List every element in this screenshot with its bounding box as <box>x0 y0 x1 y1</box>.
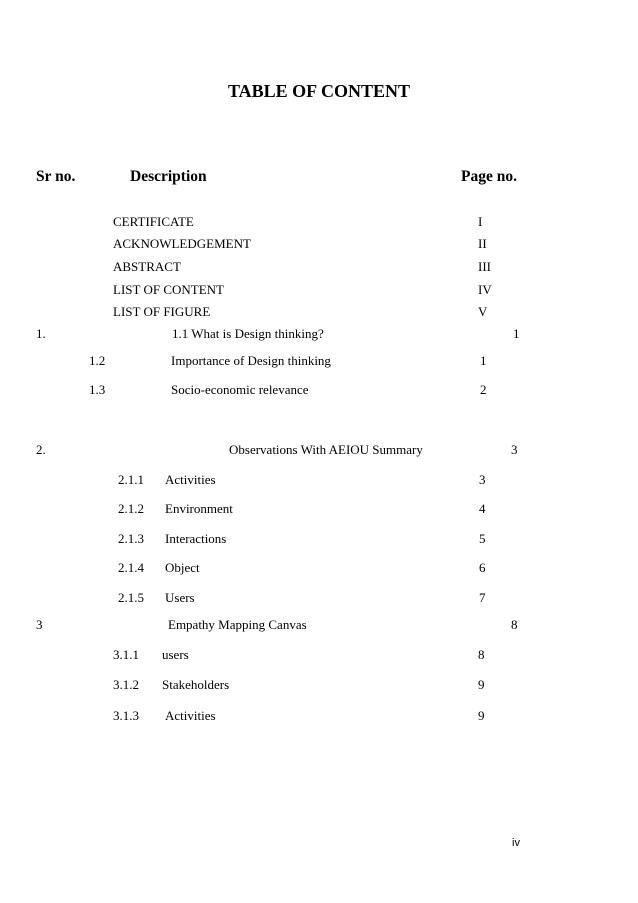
toc-num-3: 3 <box>36 617 43 632</box>
toc-page-list-of-figure: V <box>478 304 488 319</box>
toc-num-1: 1. <box>36 326 46 341</box>
toc-page-2-1-1: 3 <box>479 472 486 487</box>
header-description: Description <box>130 168 207 185</box>
toc-entry-2-1-4: Object <box>165 560 200 575</box>
toc-entry-2-1-3: Interactions <box>165 531 227 546</box>
toc-num-1-2: 1.2 <box>89 353 106 368</box>
toc-entry-3-1-2: Stakeholders <box>162 677 230 692</box>
toc-num-1-3: 1.3 <box>89 382 106 397</box>
toc-entry-1-1: 1.1 What is Design thinking? <box>172 326 324 341</box>
header-page-no: Page no. <box>461 168 517 185</box>
page-number: iv <box>512 837 520 849</box>
toc-entry-2-1-5: Users <box>165 590 195 605</box>
toc-entry-3: Empathy Mapping Canvas <box>168 617 307 632</box>
header-sr-no: Sr no. <box>36 168 76 185</box>
toc-page-certificate: I <box>478 214 483 229</box>
toc-num-3-1-2: 3.1.2 <box>113 677 139 692</box>
toc-entry-3-1-1: users <box>162 647 189 662</box>
toc-num-3-1-3: 3.1.3 <box>113 708 139 723</box>
toc-entry-certificate: CERTIFICATE <box>113 214 194 229</box>
toc-entry-acknowledgement: ACKNOWLEDGEMENT <box>113 236 251 251</box>
toc-page-abstract: III <box>478 259 491 274</box>
toc-page-3-1-2: 9 <box>478 677 485 692</box>
toc-page-3: 8 <box>511 617 518 632</box>
toc-num-2-1-1: 2.1.1 <box>118 472 144 487</box>
toc-entry-2-1-1: Activities <box>165 472 216 487</box>
toc-page-3-1-3: 9 <box>478 708 485 723</box>
toc-entry-2: Observations With AEIOU Summary <box>229 442 423 457</box>
toc-page-2-1-4: 6 <box>479 560 486 575</box>
toc-entry-list-of-figure: LIST OF FIGURE <box>113 304 211 319</box>
toc-page-1-2: 1 <box>480 353 487 368</box>
toc-entry-list-of-content: LIST OF CONTENT <box>113 282 224 297</box>
toc-entry-1-3: Socio-economic relevance <box>171 382 309 397</box>
page-title: TABLE OF CONTENT <box>227 81 411 101</box>
toc-page-list-of-content: IV <box>478 282 492 297</box>
toc-entry-1-2: Importance of Design thinking <box>171 353 331 368</box>
toc-page-1-3: 2 <box>480 382 487 397</box>
toc-num-3-1-1: 3.1.1 <box>113 647 139 662</box>
toc-num-2-1-3: 2.1.3 <box>118 531 144 546</box>
toc-num-2-1-2: 2.1.2 <box>118 501 144 516</box>
toc-num-2-1-4: 2.1.4 <box>118 560 144 575</box>
toc-page-3-1-1: 8 <box>478 647 485 662</box>
toc-page-2-1-5: 7 <box>479 590 486 605</box>
toc-entry-abstract: ABSTRACT <box>113 259 181 274</box>
toc-page-2-1-3: 5 <box>479 531 486 546</box>
toc-page-2: 3 <box>511 442 518 457</box>
toc-num-2: 2. <box>36 442 46 457</box>
toc-page-acknowledgement: II <box>478 236 487 251</box>
toc-entry-2-1-2: Environment <box>165 501 233 516</box>
toc-num-2-1-5: 2.1.5 <box>118 590 144 605</box>
toc-entry-3-1-3: Activities <box>165 708 216 723</box>
toc-page-2-1-2: 4 <box>479 501 486 516</box>
toc-page-1-1: 1 <box>513 326 520 341</box>
